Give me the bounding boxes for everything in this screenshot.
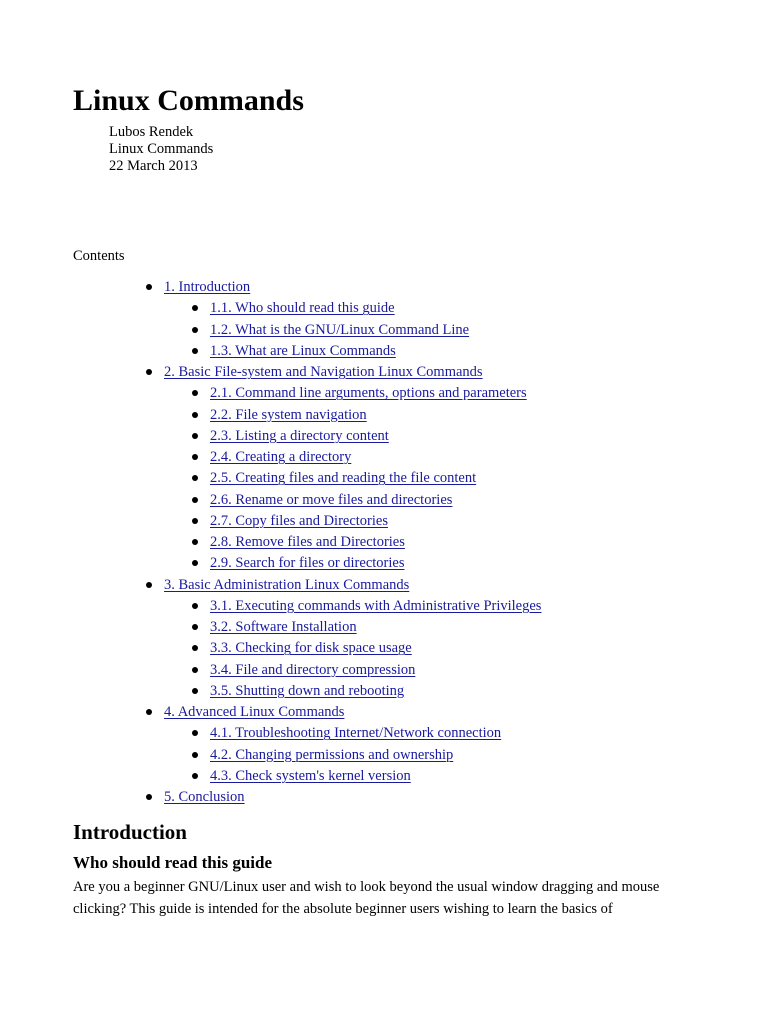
toc-item [73,298,541,319]
bullet-icon [192,348,198,354]
author: Lubos Rendek [109,124,194,140]
toc-item [73,723,541,744]
toc-link[interactable]: 2.2. File system navigation [210,406,367,423]
toc-link[interactable]: 4.3. Check system's kernel version [210,767,411,784]
document-meta [109,124,213,175]
subsection-heading-who-should-read: Who should read this guide [73,853,273,872]
bullet-icon [146,709,152,715]
toc-link[interactable]: 2.3. Listing a directory content [210,427,389,444]
toc-link[interactable]: 2.4. Creating a directory [210,449,352,465]
toc-link[interactable]: 3.1. Executing commands with Administrative Privileges [210,597,542,614]
toc-link[interactable]: 4.1. Troubleshooting Internet/Network connection [210,725,502,742]
toc-item [73,575,541,596]
bullet-icon [192,624,198,630]
toc-item [73,702,541,723]
toc-link[interactable]: 4.2. Changing permissions and ownership [210,746,454,763]
toc-link[interactable]: 2.1. Command line arguments, options and parameters [210,385,527,402]
toc-item [73,511,541,532]
toc-item [73,532,541,553]
bullet-icon [192,730,198,736]
bullet-icon [192,560,198,566]
toc-link[interactable]: 3.5. Shutting down and rebooting [210,682,405,699]
toc-link[interactable]: 3. Basic Administration Linux Commands [164,576,410,593]
bullet-icon [192,390,198,396]
toc-link[interactable]: 3.4. File and directory compression [210,661,416,678]
toc-link[interactable]: 3.2. Software Installation [210,619,357,635]
toc-item [73,277,541,298]
document-subtitle: Linux Commands [109,141,214,157]
toc-link[interactable]: 2.6. Rename or move files and directories [210,491,453,508]
toc-link[interactable]: 2.7. Copy files and Directories [210,512,388,529]
toc-link[interactable]: 2.9. Search for files or directories [210,555,405,572]
bullet-icon [192,518,198,524]
toc-link[interactable]: 2. Basic File-system and Navigation Linux Commands [164,364,483,380]
toc-item [73,745,541,766]
document-title: Linux Commands [73,84,304,117]
toc-item [73,660,541,681]
bullet-icon [192,688,198,694]
bullet-icon [192,433,198,439]
toc-item [73,766,541,787]
bullet-icon [192,305,198,311]
toc-link[interactable]: 1.3. What are Linux Commands [210,342,396,359]
document-date: 22 March 2013 [109,158,198,174]
bullet-icon [192,539,198,545]
bullet-icon [192,645,198,651]
bullet-icon [192,667,198,673]
intro-paragraph: Are you a beginner GNU/Linux user and wish to look beyond the usual window dragging and mouse clicking? This guide is intended for the absolute beginner users wishing to learn the basics of [73,879,660,917]
bullet-icon [192,752,198,758]
toc-item [73,320,541,341]
toc-item [73,341,541,362]
bullet-icon [146,284,152,290]
toc-item [73,787,541,808]
bullet-icon [146,369,152,375]
toc-item [73,447,541,468]
bullet-icon [192,327,198,333]
toc-item [73,596,541,617]
bullet-icon [146,582,152,588]
toc-item [73,553,541,574]
toc-item [73,362,541,383]
bullet-icon [192,603,198,609]
toc-item [73,490,541,511]
bullet-icon [192,454,198,460]
toc-link[interactable]: 3.3. Checking for disk space usage [210,640,412,657]
toc-link[interactable]: 4. Advanced Linux Commands [164,704,345,720]
toc-item [73,617,541,638]
section-heading-introduction: Introduction [73,820,187,844]
toc-item [73,468,541,489]
toc-link[interactable]: 1. Introduction [164,279,251,295]
toc-link[interactable]: 1.2. What is the GNU/Linux Command Line [210,321,470,338]
toc-item [73,383,541,404]
toc-link[interactable]: 2.8. Remove files and Directories [210,534,405,550]
contents-label: Contents [73,248,125,264]
bullet-icon [146,794,152,800]
bullet-icon [192,497,198,503]
bullet-icon [192,773,198,779]
bullet-icon [192,412,198,418]
table-of-contents [73,277,541,808]
toc-link[interactable]: 1.1. Who should read this guide [210,300,395,317]
toc-item [73,426,541,447]
toc-item [73,638,541,659]
toc-item [73,405,541,426]
bullet-icon [192,475,198,481]
toc-item [73,681,541,702]
toc-link[interactable]: 5. Conclusion [164,789,245,805]
toc-link[interactable]: 2.5. Creating files and reading the file content [210,470,477,487]
